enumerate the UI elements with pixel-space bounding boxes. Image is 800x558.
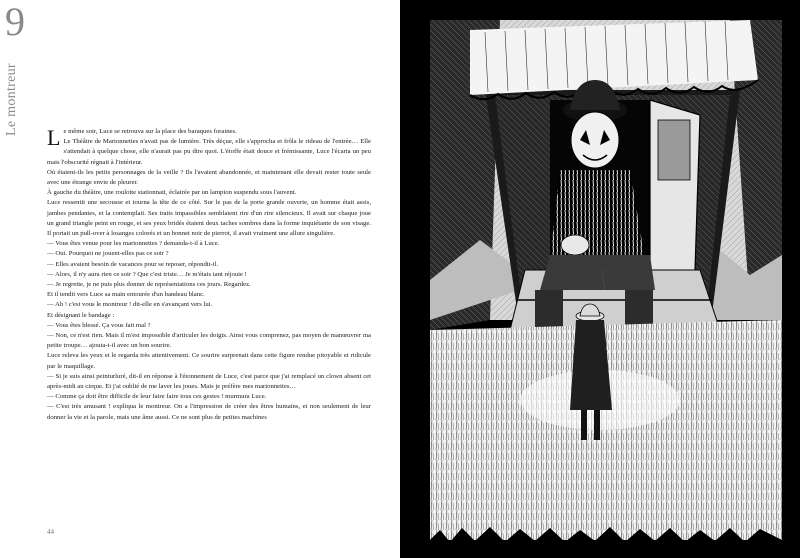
- chapter-number: 9: [5, 0, 25, 44]
- bandaged-hand: [561, 235, 589, 255]
- trousers-right: [600, 255, 655, 290]
- paragraph: — Alors, il n'y aura rien ce soir ? Que c'est triste… Je m'étais tant réjouie !: [47, 270, 247, 278]
- paragraph: — Elles avaient besoin de vacances pour se reposer, répondit-il.: [47, 260, 219, 268]
- scratchboard-illustration: [400, 0, 800, 558]
- paragraph: — C'est très amusant ! expliqua le montreur. On a l'impression de créer des êtres humains, et non seulement de leur donner la vie et la parole, mais une âme aussi. Ce ne sont plus de petites machines: [47, 403, 371, 421]
- chapter-title-text: Le montreur: [4, 63, 19, 136]
- paragraph: Le Théâtre de Marionnettes n'avait pas de lumière. Très déçue, elle s'approcha et frôla le rideau de l'entrée… Elle s'attendait à quelque chose, elle n'aurait pas pu dire quoi. L'étoffe était douce et frémissante, Luce l'écarta un peu mais l'obscurité régnait à l'intérieur.: [47, 138, 371, 166]
- paragraph: — Vous êtes venue pour les marionnettes ? demanda-t-il à Luce.: [47, 240, 220, 248]
- paragraph: — Ah ! c'est vous le montreur ! dit-elle en s'avançant vers lui.: [47, 301, 213, 309]
- paragraph: Luce ressentit une secousse et tourna la tête de ce côté. Sur le pas de la porte grande ouverte, un homme était assis, jambes pendantes, et la contemplait. Ses traits impassibles semblaient rire d'un rire silencieux. Il avait sur chaque joue un grand triangle peint en rouge, et ses yeux bridés étaient deux taches sombres dans la forme inquiétante de son visage. Il portait un pull-over à losanges colorés et un bonnet noir de pierrot, il avait vraiment une allure singulière.: [47, 199, 371, 238]
- paragraph: — Si je suis ainsi peinturluré, dit-il en réponse à l'étonnement de Luce, c'est parce que j'ai remplacé un clown absent cet après-midi au cirque. Et j'ai oublié de me laver les joues. Mais je préfère mes marionnettes…: [47, 372, 371, 391]
- paragraph: Luce releva les yeux et le regarda très attentivement. Ce sourire surprenait dans cette figure rendue pitoyable et ridicule par le maquillage.: [47, 352, 371, 370]
- page-number: 44: [47, 528, 54, 536]
- paragraph: Et désignant le bandage :: [47, 311, 115, 319]
- chapter-text: [47, 127, 371, 423]
- illustration-page: [400, 0, 800, 558]
- paragraph: — Je regrette, je ne puis plus donner de représentations ces jours. Regardez.: [47, 281, 251, 289]
- paragraph: — Non, ce n'est rien. Mais il m'est impossible d'articuler les doigts. Ainsi vous comprenez, pas moyen de manœuvrer ma petite troupe… ajouta-t-il avec un bon sourire.: [47, 332, 371, 350]
- paragraph: — Vous êtes blessé. Ça vous fait mal ?: [47, 321, 151, 329]
- drop-cap: L: [47, 125, 61, 150]
- paragraph: — Oui. Pourquoi ne jouent-elles pas ce soir ?: [47, 250, 169, 258]
- paragraph: À gauche du théâtre, une roulotte stationnait, éclairée par un lampion suspendu sous l'auvent.: [47, 189, 297, 197]
- trousers-left: [540, 255, 605, 290]
- paragraph: — Comme ça doit être difficile de leur faire faire tous ces gestes ! murmura Luce.: [47, 393, 267, 401]
- door-window: [658, 120, 690, 180]
- paragraph: Et il tendit vers Luce sa main entourée d'un bandeau blanc.: [47, 291, 205, 299]
- paragraph: Où étaient-ils les petits personnages de la veille ? Ils l'avaient abandonnée, et maintenant elle devait rester toute seule avec une étrange envie de pleurer.: [47, 168, 371, 187]
- paragraph-1: Le même soir, Luce se retrouva sur la place des baraques foraines.: [47, 125, 237, 150]
